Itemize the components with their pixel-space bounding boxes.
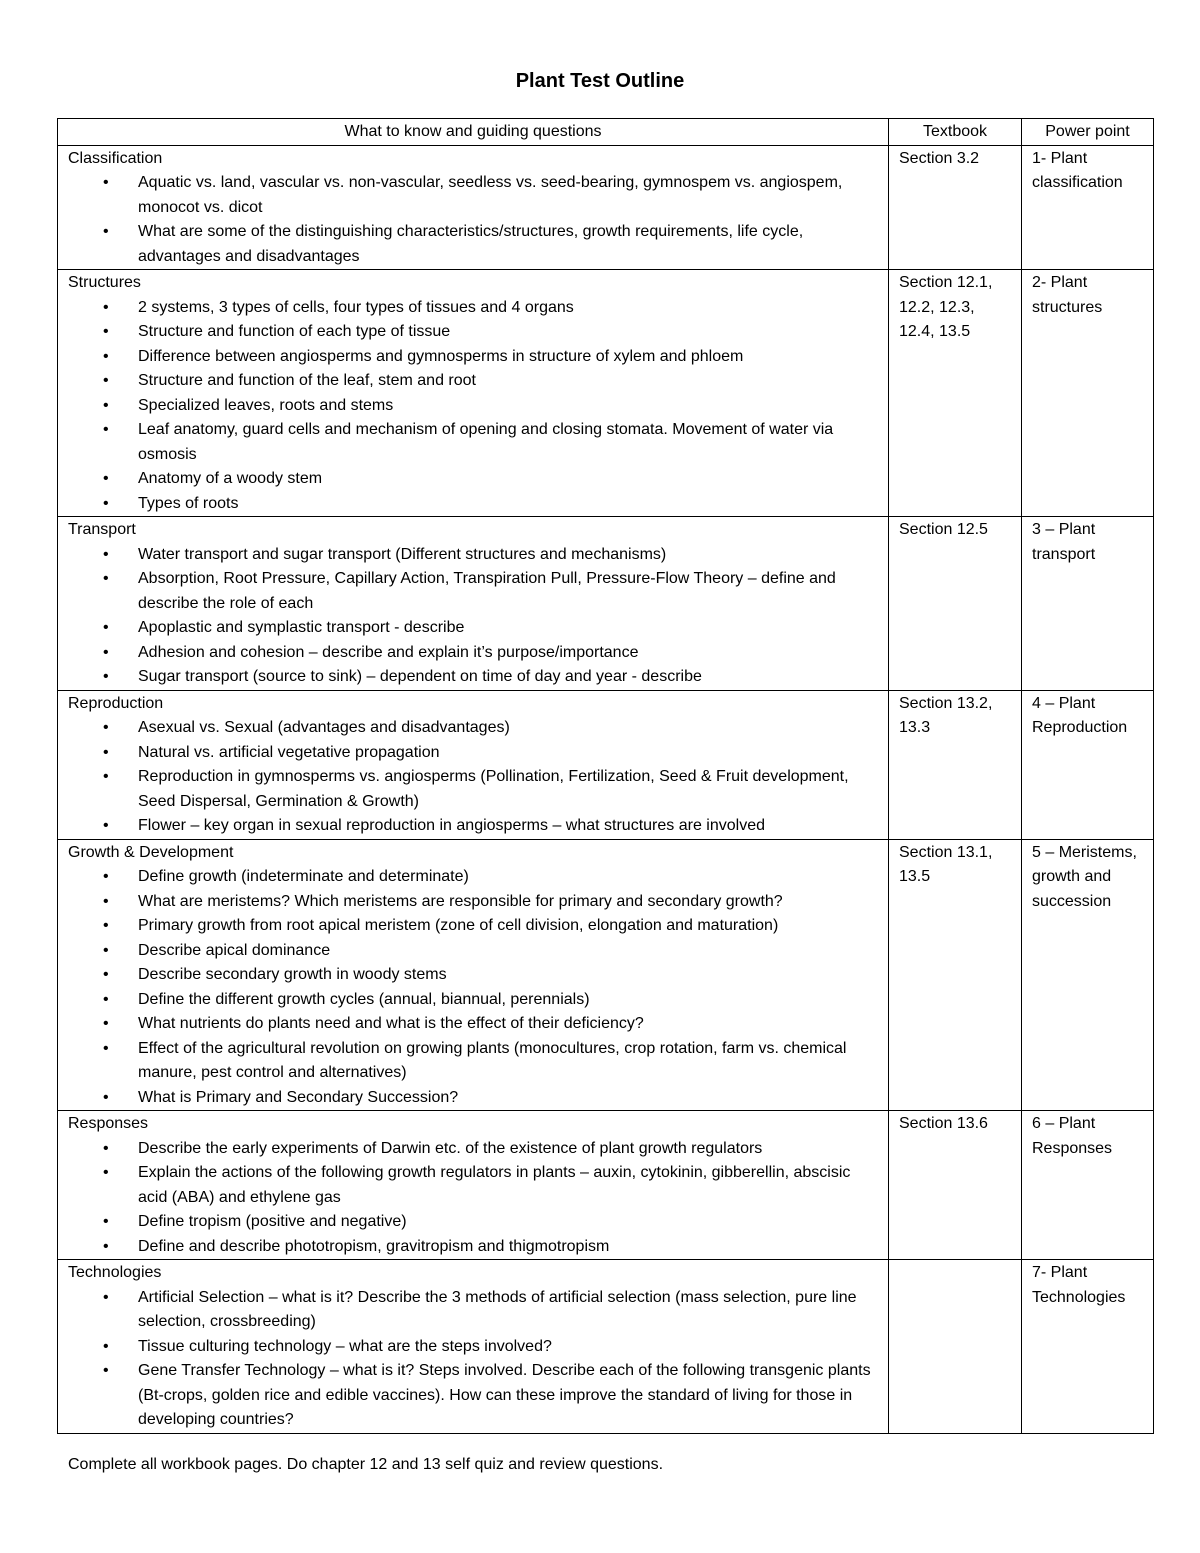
list-item: • Define tropism (positive and negative) (138, 1210, 880, 1235)
topic-title: Technologies (68, 1264, 162, 1281)
outline-table (57, 118, 1154, 1434)
textbook-cell: Section 13.1, 13.5 (889, 839, 1022, 1111)
list-item: • What nutrients do plants need and what is the effect of their deficiency? (138, 1012, 880, 1037)
list-item: • Describe apical dominance (138, 939, 880, 964)
topic-cell (58, 270, 889, 517)
list-item: • Water transport and sugar transport (Different structures and mechanisms) (138, 543, 880, 568)
topic-cell (58, 1111, 889, 1260)
list-item: • Describe the early experiments of Darwin etc. of the existence of plant growth regulators (138, 1137, 880, 1162)
powerpoint-cell: 6 – Plant Responses (1022, 1111, 1154, 1260)
powerpoint-cell: 5 – Meristems, growth and succession (1022, 839, 1154, 1111)
topic-cell (58, 1260, 889, 1434)
page-title: Plant Test Outline (515, 70, 685, 92)
textbook-cell: Section 13.2, 13.3 (889, 690, 1022, 839)
topic-list (68, 543, 880, 690)
list-item: • Leaf anatomy, guard cells and mechanism of opening and closing stomata. Movement of water via osmosis (138, 418, 880, 467)
topic-list (68, 296, 880, 517)
header-textbook: Textbook (889, 119, 1022, 146)
header-powerpoint: Power point (1022, 119, 1154, 146)
list-item: • Structure and function of each type of tissue (138, 320, 880, 345)
table-row (58, 1111, 1154, 1260)
textbook-cell: Section 12.5 (889, 517, 1022, 691)
topic-cell (58, 839, 889, 1111)
powerpoint-cell: 1- Plant classification (1022, 145, 1154, 270)
list-item: • Difference between angiosperms and gymnosperms in structure of xylem and phloem (138, 345, 880, 370)
textbook-cell: Section 3.2 (889, 145, 1022, 270)
list-item: • Describe secondary growth in woody stems (138, 963, 880, 988)
list-item: • Artificial Selection – what is it? Describe the 3 methods of artificial selection (mass selection, pure line selection, crossbreeding) (138, 1286, 880, 1335)
list-item: • Specialized leaves, roots and stems (138, 394, 880, 419)
topic-title: Reproduction (68, 694, 164, 712)
header-guide: What to know and guiding questions (58, 119, 889, 146)
topic-title: Structures (68, 274, 141, 291)
topic-cell (58, 145, 889, 270)
list-item: • Apoplastic and symplastic transport - describe (138, 616, 880, 641)
list-item: • Tissue culturing technology – what are the steps involved? (138, 1335, 880, 1360)
list-item: • Explain the actions of the following growth regulators in plants – auxin, cytokinin, gibberellin, abscisic acid (ABA) and ethylene gas (138, 1161, 880, 1210)
list-item: • 2 systems, 3 types of cells, four types of tissues and 4 organs (138, 296, 880, 321)
list-item: • What are some of the distinguishing characteristics/structures, growth requirements, life cycle, advantages and disadvantages (138, 220, 880, 269)
powerpoint-cell: 7- Plant Technologies (1022, 1260, 1154, 1434)
table-row (58, 839, 1154, 1111)
list-item: • What is Primary and Secondary Succession? (138, 1086, 880, 1111)
topic-list (68, 865, 880, 1110)
topic-title: Transport (68, 521, 136, 538)
powerpoint-cell: 3 – Plant transport (1022, 517, 1154, 691)
list-item: • Natural vs. artificial vegetative propagation (138, 741, 880, 766)
topic-cell (58, 690, 889, 839)
list-item: • Define and describe phototropism, gravitropism and thigmotropism (138, 1235, 880, 1260)
topic-list (68, 1286, 880, 1433)
list-item: • Gene Transfer Technology – what is it? Steps involved. Describe each of the following transgenic plants (Bt-crops, golden rice and edible vaccines). How can these improve the standard of living for those in developing countries? (138, 1359, 880, 1433)
list-item: • Flower – key organ in sexual reproduction in angiosperms – what structures are involved (138, 814, 880, 839)
table-row (58, 517, 1154, 691)
outline-body (58, 145, 1154, 1433)
list-item: • Define growth (indeterminate and determinate) (138, 865, 880, 890)
powerpoint-cell: 4 – Plant Reproduction (1022, 690, 1154, 839)
list-item: • Sugar transport (source to sink) – dependent on time of day and year - describe (138, 665, 880, 690)
topic-title: Classification (68, 149, 163, 167)
list-item: • Adhesion and cohesion – describe and explain it’s purpose/importance (138, 641, 880, 666)
list-item: • Anatomy of a woody stem (138, 467, 880, 492)
textbook-cell: Section 13.6 (889, 1111, 1022, 1260)
list-item: • Reproduction in gymnosperms vs. angiosperms (Pollination, Fertilization, Seed & Fruit development, Seed Dispersal, Germination & Growth) (138, 765, 880, 814)
table-row (58, 145, 1154, 270)
table-row (58, 1260, 1154, 1434)
topic-cell (58, 517, 889, 691)
table-row (58, 270, 1154, 517)
textbook-cell (889, 1260, 1022, 1434)
table-row (58, 690, 1154, 839)
powerpoint-cell: 2- Plant structures (1022, 270, 1154, 517)
header-row (58, 119, 1154, 146)
list-item: • Absorption, Root Pressure, Capillary Action, Transpiration Pull, Pressure-Flow Theory – define and describe the role of each (138, 567, 880, 616)
list-item: • Asexual vs. Sexual (advantages and disadvantages) (138, 716, 880, 741)
list-item: • Aquatic vs. land, vascular vs. non-vascular, seedless vs. seed-bearing, gymnospem vs. angiospem, monocot vs. dicot (138, 171, 880, 220)
list-item: • Effect of the agricultural revolution on growing plants (monocultures, crop rotation, farm vs. chemical manure, pest control and alternatives) (138, 1037, 880, 1086)
textbook-cell: Section 12.1, 12.2, 12.3, 12.4, 13.5 (889, 270, 1022, 517)
topic-title: Growth & Development (68, 843, 234, 861)
topic-list (68, 1137, 880, 1260)
list-item: • Structure and function of the leaf, stem and root (138, 369, 880, 394)
topic-title: Responses (68, 1115, 149, 1132)
topic-list (68, 716, 880, 839)
footer-note: Complete all workbook pages. Do chapter 12 and 13 self quiz and review questions. (68, 1456, 664, 1473)
list-item: • What are meristems? Which meristems are responsible for primary and secondary growth? (138, 890, 880, 915)
list-item: • Types of roots (138, 492, 880, 517)
list-item: • Define the different growth cycles (annual, biannual, perennials) (138, 988, 880, 1013)
topic-list (68, 171, 880, 269)
list-item: • Primary growth from root apical meristem (zone of cell division, elongation and maturation) (138, 914, 880, 939)
